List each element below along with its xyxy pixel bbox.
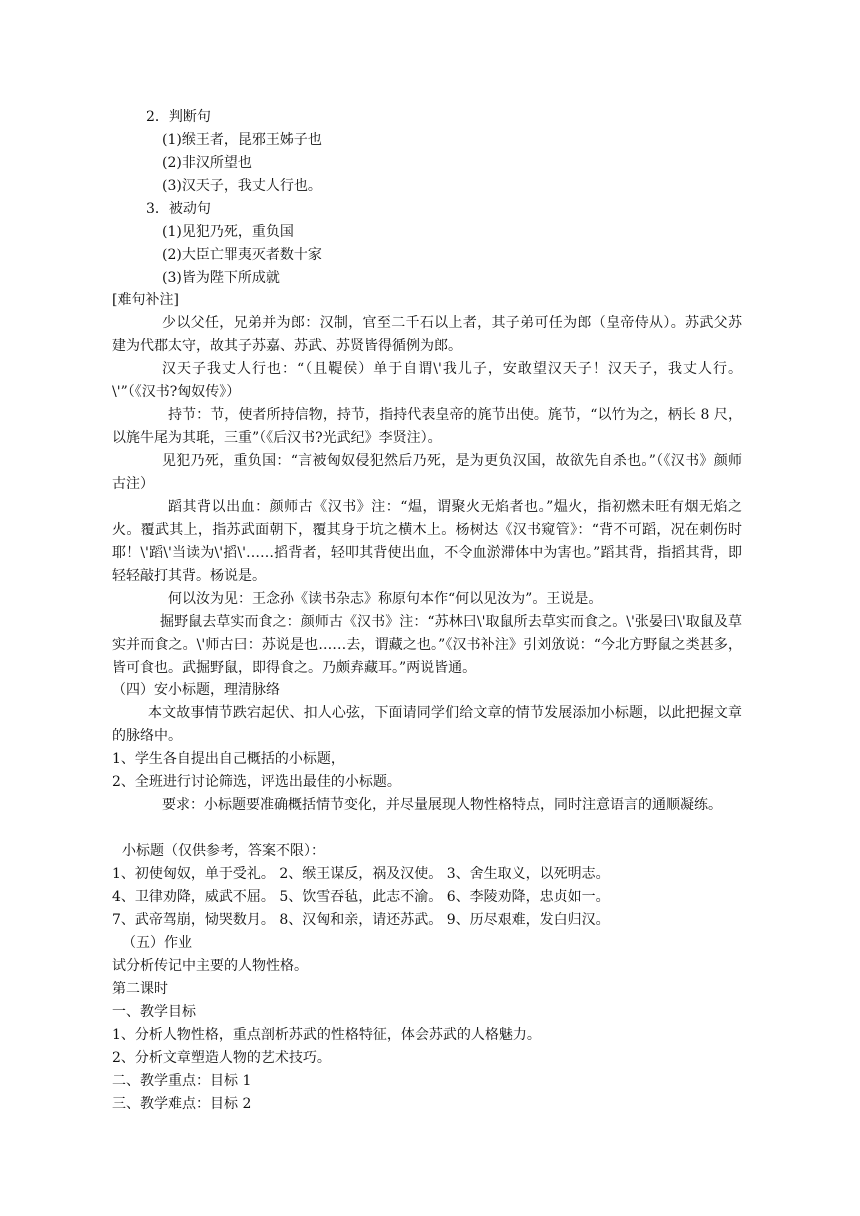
objectives-heading: 一、教学目标 [112, 1004, 196, 1020]
objective-2: 2、分析文章塑造人物的艺术技巧。 [112, 1050, 331, 1066]
note-paragraph: 蹈其背以出血：颜师古《汉书》注：“煴，谓聚火无焰者也。”煴火，指初燃未旺有烟无焰之火。覆武其上，指苏武面朝下，覆其身于坑之横木上。杨树达《汉书窥管》：“背不可蹈，况在刺伤时耶！\'蹈\'当读为\'搯\'……搯背者，轻叩其背使出血，不令血淤滞体中为害也。”蹈其背，指搯其背，即轻轻敲打其背。杨说是。 [112, 499, 742, 584]
section4-step-2: 2、全班进行讨论筛选，评选出最佳的小标题。 [112, 774, 401, 790]
section4-requirement: 要求：小标题要准确概括情节变化，并尽量展现人物性格特点，同时注意语言的通顺凝练。 [162, 797, 722, 813]
judgment-item-2: (2)非汉所望也 [162, 155, 252, 171]
subtitle-row: 7、武帝驾崩，恸哭数月。 8、汉匈和亲，请还苏武。 9、历尽艰难，发白归汉。 [112, 912, 610, 928]
section4-heading: （四）安小标题，理清脉络 [112, 682, 280, 698]
judgment-item-3: (3)汉天子，我丈人行也。 [162, 178, 322, 194]
subtitles-label: 小标题（仅供参考，答案不限）： [122, 843, 325, 859]
section5-heading: （五）作业 [122, 935, 192, 951]
subtitle-row: 1、初使匈奴，单于受礼。 2、缑王谋反，祸及汉使。 3、舍生取义，以死明志。 [112, 866, 610, 882]
passive-item-1: (1)见犯乃死，重负国 [162, 224, 294, 240]
difficult-heading: [难句补注] [112, 292, 179, 308]
passive-item-3: (3)皆为陛下所成就 [162, 270, 280, 286]
note-paragraph: 何以汝为见：王念孙《读书杂志》称原句本作“何以见汝为”。王说是。 [168, 591, 603, 607]
passive-heading: 3．被动句 [146, 201, 211, 217]
note-paragraph: 少以父任，兄弟并为郎：汉制，官至二千石以上者，其子弟可任为郎（皇帝侍从）。苏武父苏建为代郡太守，故其子苏嘉、苏武、苏贤皆得循例为郎。 [112, 315, 742, 354]
note-paragraph: 见犯乃死，重负国：“言被匈奴侵犯然后乃死，是为更负汉国，故欲先自杀也。”（《汉书》颜师古注） [112, 453, 742, 492]
judgment-item-1: (1)缑王者，昆邪王姊子也 [162, 132, 322, 148]
lesson2-title: 第二课时 [112, 981, 168, 997]
judgment-heading: 2．判断句 [146, 109, 211, 125]
passive-item-2: (2)大臣亡罪夷灭者数十家 [162, 247, 322, 263]
note-paragraph: 掘野鼠去草实而食之：颜师古《汉书》注：“苏林曰\'取鼠所去草实而食之。\'张晏曰\'取鼠及草实并而食之。\'师古曰：苏说是也……去，谓藏之也。”《汉书补注》引刘攽说：“今北方野鼠之类甚多，皆可食也。武掘野鼠，即得食之。乃颇弆藏耳。”两说皆通。 [112, 614, 742, 676]
note-paragraph: 汉天子我丈人行也：“（且鞮侯）单于自谓\'我儿子，安敢望汉天子！汉天子，我丈人行。\'”（《汉书?匈奴传》） [112, 361, 742, 400]
section4-intro: 本文故事情节跌宕起伏、扣人心弦，下面请同学们给文章的情节发展添加小标题，以此把握文章的脉络中。 [112, 705, 742, 744]
section5-task: 试分析传记中主要的人物性格。 [112, 958, 308, 974]
difficulty: 三、教学难点：目标 2 [112, 1096, 252, 1112]
note-paragraph: 持节：节，使者所持信物，持节，指持代表皇帝的旄节出使。旄节，“以竹为之，柄长 8 尺，以旄牛尾为其毦，三重”（《后汉书?光武纪》李贤注）。 [112, 407, 742, 446]
objective-1: 1、分析人物性格，重点剖析苏武的性格特征，体会苏武的人格魅力。 [112, 1027, 541, 1043]
subtitle-row: 4、卫律劝降，威武不屈。 5、饮雪吞毡，此志不渝。 6、李陵劝降，忠贞如一。 [112, 889, 610, 905]
section4-step-1: 1、学生各自提出自己概括的小标题， [112, 751, 345, 767]
key-point: 二、教学重点：目标 1 [112, 1073, 252, 1089]
